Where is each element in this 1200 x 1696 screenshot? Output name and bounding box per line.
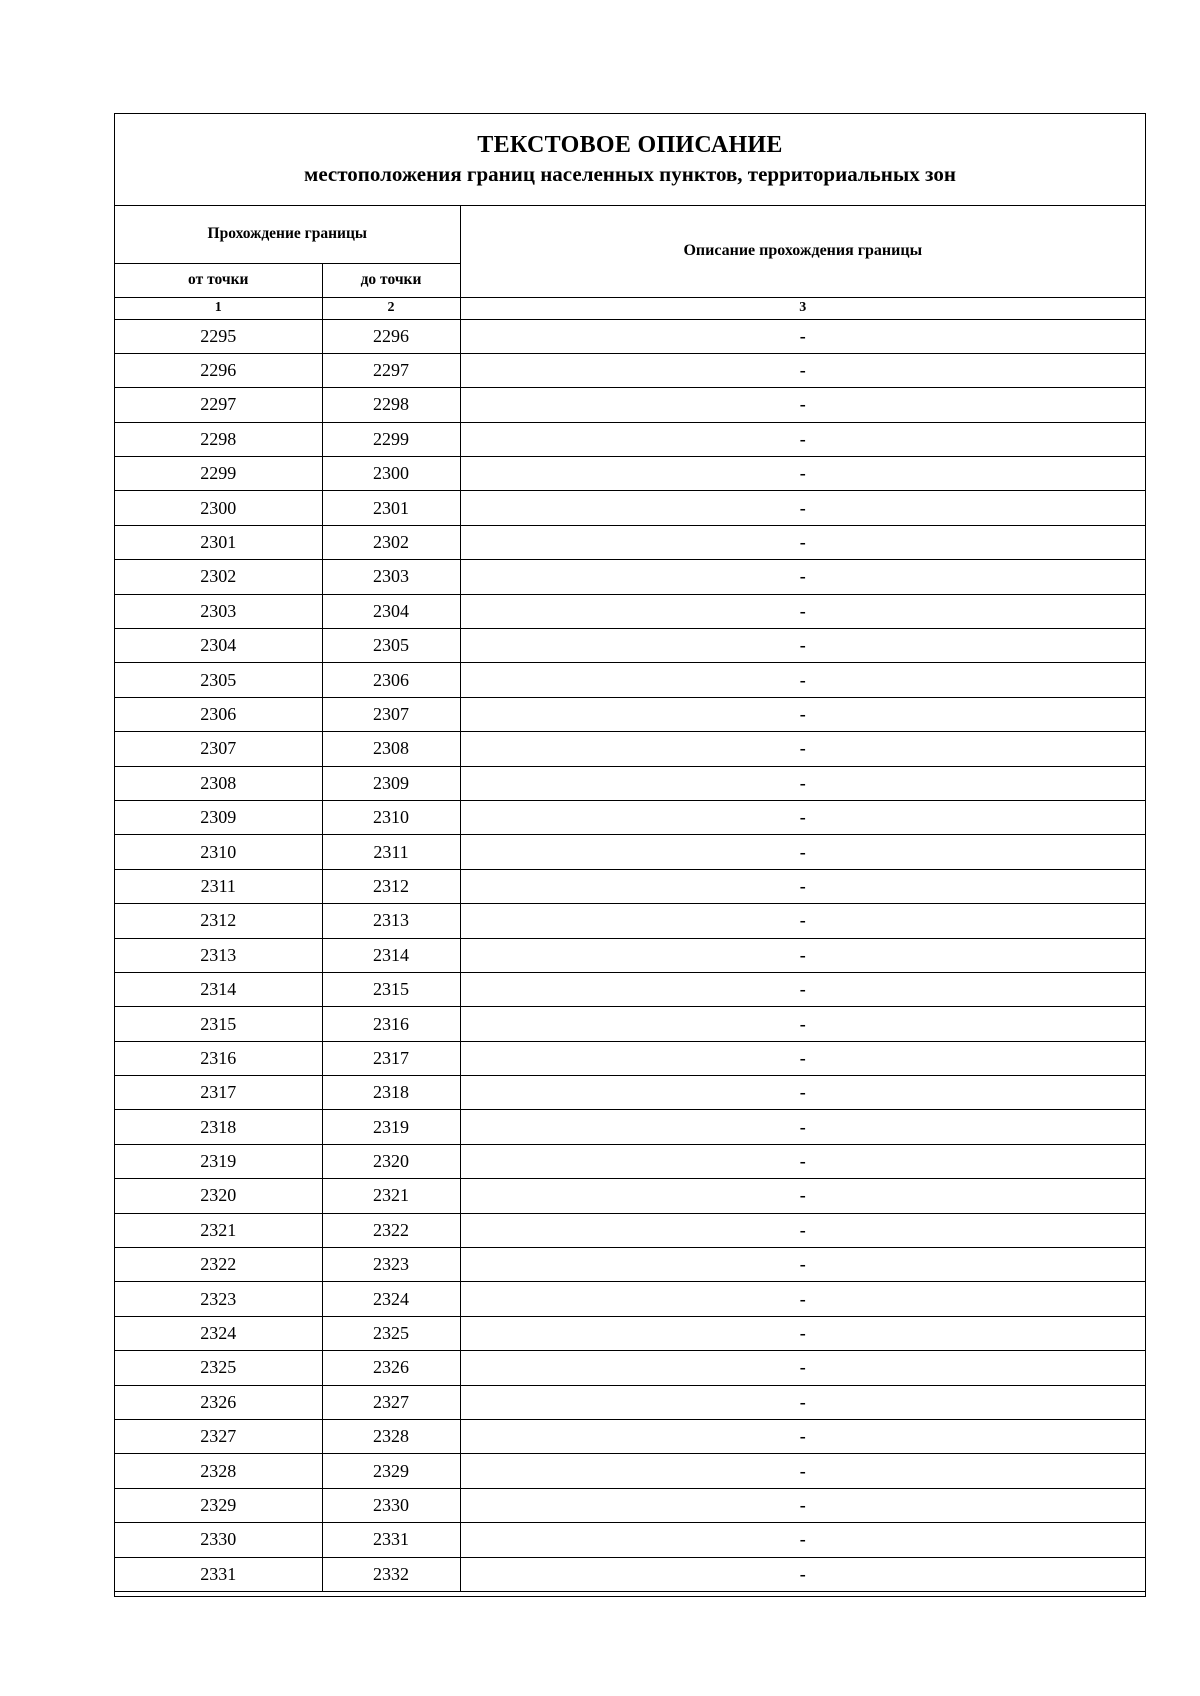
- table-row: [115, 560, 1145, 594]
- table-row: [115, 491, 1145, 525]
- table-row: [115, 663, 1145, 697]
- from-point-cell: 2314: [115, 972, 322, 1006]
- to-point-cell: 2305: [322, 629, 460, 663]
- to-point-cell: 2296: [322, 319, 460, 353]
- description-cell: -: [460, 1454, 1145, 1488]
- from-point-cell: 2331: [115, 1557, 322, 1591]
- description-cell: -: [460, 491, 1145, 525]
- table-row: [115, 1248, 1145, 1282]
- table-row: [115, 1385, 1145, 1419]
- to-point-cell: 2330: [322, 1488, 460, 1522]
- from-point-cell: 2298: [115, 422, 322, 456]
- description-cell: -: [460, 972, 1145, 1006]
- description-cell: -: [460, 422, 1145, 456]
- to-point-cell: 2314: [322, 938, 460, 972]
- to-point-cell: 2317: [322, 1041, 460, 1075]
- description-cell: -: [460, 904, 1145, 938]
- from-point-cell: 2317: [115, 1076, 322, 1110]
- from-point-cell: 2326: [115, 1385, 322, 1419]
- from-point-cell: 2322: [115, 1248, 322, 1282]
- to-point-cell: 2315: [322, 972, 460, 1006]
- from-point-cell: 2304: [115, 629, 322, 663]
- table-row: [115, 1179, 1145, 1213]
- to-point-cell: 2299: [322, 422, 460, 456]
- from-point-cell: 2303: [115, 594, 322, 628]
- from-point-cell: 2301: [115, 525, 322, 559]
- to-point-cell: 2323: [322, 1248, 460, 1282]
- table-row: [115, 869, 1145, 903]
- title-block: [115, 114, 1145, 206]
- description-cell: -: [460, 1385, 1145, 1419]
- table-row: [115, 388, 1145, 422]
- from-point-cell: 2302: [115, 560, 322, 594]
- table-row: [115, 629, 1145, 663]
- table-row: [115, 1557, 1145, 1591]
- table-row: [115, 904, 1145, 938]
- from-point-cell: 2306: [115, 697, 322, 731]
- table-body: [115, 319, 1145, 1591]
- description-cell: -: [460, 457, 1145, 491]
- from-point-cell: 2308: [115, 766, 322, 800]
- to-point-cell: 2319: [322, 1110, 460, 1144]
- from-point-cell: 2300: [115, 491, 322, 525]
- table-row: [115, 525, 1145, 559]
- table-row: [115, 835, 1145, 869]
- table-row: [115, 1213, 1145, 1247]
- from-point-cell: 2324: [115, 1316, 322, 1350]
- table-row: [115, 1316, 1145, 1350]
- description-cell: -: [460, 388, 1145, 422]
- description-cell: -: [460, 629, 1145, 663]
- from-point-cell: 2315: [115, 1007, 322, 1041]
- description-cell: -: [460, 1351, 1145, 1385]
- header-description: Описание прохождения границы: [460, 206, 1145, 297]
- table-row: [115, 1282, 1145, 1316]
- to-point-cell: 2324: [322, 1282, 460, 1316]
- to-point-cell: 2325: [322, 1316, 460, 1350]
- table-row: [115, 732, 1145, 766]
- description-cell: -: [460, 800, 1145, 834]
- to-point-cell: 2311: [322, 835, 460, 869]
- table-row: [115, 594, 1145, 628]
- from-point-cell: 2309: [115, 800, 322, 834]
- to-point-cell: 2297: [322, 353, 460, 387]
- table-row: [115, 319, 1145, 353]
- description-cell: -: [460, 319, 1145, 353]
- to-point-cell: 2331: [322, 1523, 460, 1557]
- to-point-cell: 2301: [322, 491, 460, 525]
- to-point-cell: 2316: [322, 1007, 460, 1041]
- header-to-point: до точки: [322, 263, 460, 297]
- from-point-cell: 2330: [115, 1523, 322, 1557]
- to-point-cell: 2326: [322, 1351, 460, 1385]
- description-cell: -: [460, 1420, 1145, 1454]
- to-point-cell: 2302: [322, 525, 460, 559]
- description-cell: -: [460, 560, 1145, 594]
- table-row: [115, 766, 1145, 800]
- to-point-cell: 2318: [322, 1076, 460, 1110]
- table-row: [115, 938, 1145, 972]
- from-point-cell: 2321: [115, 1213, 322, 1247]
- description-cell: -: [460, 1488, 1145, 1522]
- from-point-cell: 2327: [115, 1420, 322, 1454]
- from-point-cell: 2307: [115, 732, 322, 766]
- from-point-cell: 2328: [115, 1454, 322, 1488]
- table-row: [115, 1454, 1145, 1488]
- from-point-cell: 2323: [115, 1282, 322, 1316]
- to-point-cell: 2322: [322, 1213, 460, 1247]
- from-point-cell: 2312: [115, 904, 322, 938]
- table-row: [115, 1007, 1145, 1041]
- to-point-cell: 2328: [322, 1420, 460, 1454]
- from-point-cell: 2305: [115, 663, 322, 697]
- to-point-cell: 2300: [322, 457, 460, 491]
- description-cell: -: [460, 1316, 1145, 1350]
- table-row: [115, 1523, 1145, 1557]
- table-row: [115, 800, 1145, 834]
- from-point-cell: 2325: [115, 1351, 322, 1385]
- table-row: [115, 1351, 1145, 1385]
- description-cell: -: [460, 766, 1145, 800]
- header-boundary-passage: Прохождение границы: [115, 206, 460, 263]
- description-cell: -: [460, 835, 1145, 869]
- description-cell: -: [460, 1282, 1145, 1316]
- description-cell: -: [460, 1110, 1145, 1144]
- to-point-cell: 2327: [322, 1385, 460, 1419]
- description-cell: -: [460, 697, 1145, 731]
- to-point-cell: 2332: [322, 1557, 460, 1591]
- from-point-cell: 2316: [115, 1041, 322, 1075]
- to-point-cell: 2329: [322, 1454, 460, 1488]
- description-cell: -: [460, 1144, 1145, 1178]
- to-point-cell: 2309: [322, 766, 460, 800]
- to-point-cell: 2306: [322, 663, 460, 697]
- description-cell: -: [460, 1041, 1145, 1075]
- document-title: ТЕКСТОВОЕ ОПИСАНИЕ: [477, 132, 783, 158]
- description-cell: -: [460, 1213, 1145, 1247]
- description-cell: -: [460, 1557, 1145, 1591]
- to-point-cell: 2308: [322, 732, 460, 766]
- boundary-table: [115, 206, 1145, 1592]
- description-cell: -: [460, 525, 1145, 559]
- to-point-cell: 2298: [322, 388, 460, 422]
- from-point-cell: 2313: [115, 938, 322, 972]
- to-point-cell: 2310: [322, 800, 460, 834]
- from-point-cell: 2310: [115, 835, 322, 869]
- to-point-cell: 2321: [322, 1179, 460, 1213]
- table-row: [115, 353, 1145, 387]
- table-row: [115, 457, 1145, 491]
- to-point-cell: 2307: [322, 697, 460, 731]
- to-point-cell: 2312: [322, 869, 460, 903]
- table-row: [115, 422, 1145, 456]
- from-point-cell: 2318: [115, 1110, 322, 1144]
- to-point-cell: 2304: [322, 594, 460, 628]
- from-point-cell: 2297: [115, 388, 322, 422]
- table-row: [115, 697, 1145, 731]
- description-cell: -: [460, 732, 1145, 766]
- description-cell: -: [460, 1523, 1145, 1557]
- column-number-3: 3: [460, 297, 1145, 319]
- from-point-cell: 2295: [115, 319, 322, 353]
- description-cell: -: [460, 1179, 1145, 1213]
- description-cell: -: [460, 1076, 1145, 1110]
- to-point-cell: 2320: [322, 1144, 460, 1178]
- description-cell: -: [460, 869, 1145, 903]
- column-number-2: 2: [322, 297, 460, 319]
- to-point-cell: 2313: [322, 904, 460, 938]
- to-point-cell: 2303: [322, 560, 460, 594]
- table-row: [115, 1420, 1145, 1454]
- description-cell: -: [460, 353, 1145, 387]
- from-point-cell: 2319: [115, 1144, 322, 1178]
- description-cell: -: [460, 663, 1145, 697]
- from-point-cell: 2299: [115, 457, 322, 491]
- description-cell: -: [460, 1248, 1145, 1282]
- table-row: [115, 972, 1145, 1006]
- document-frame: [114, 113, 1146, 1597]
- from-point-cell: 2320: [115, 1179, 322, 1213]
- table-row: [115, 1144, 1145, 1178]
- from-point-cell: 2329: [115, 1488, 322, 1522]
- from-point-cell: 2311: [115, 869, 322, 903]
- table-row: [115, 1488, 1145, 1522]
- document-subtitle: местоположения границ населенных пунктов, территориальных зон: [304, 162, 956, 186]
- table-row: [115, 1076, 1145, 1110]
- description-cell: -: [460, 1007, 1145, 1041]
- description-cell: -: [460, 938, 1145, 972]
- description-cell: -: [460, 594, 1145, 628]
- header-from-point: от точки: [115, 263, 322, 297]
- from-point-cell: 2296: [115, 353, 322, 387]
- column-number-1: 1: [115, 297, 322, 319]
- table-row: [115, 1041, 1145, 1075]
- table-row: [115, 1110, 1145, 1144]
